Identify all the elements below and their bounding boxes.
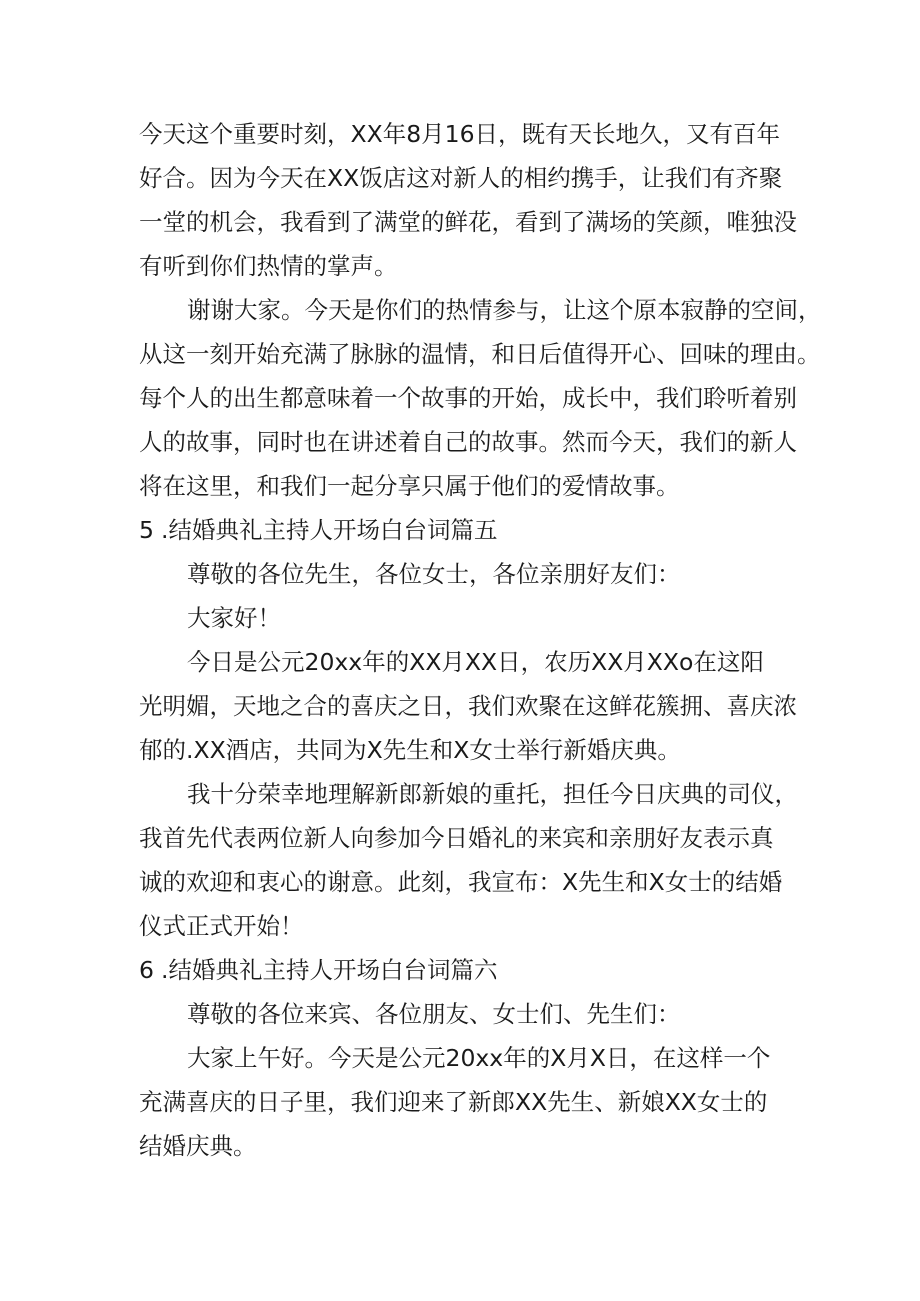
paragraph (139, 288, 822, 508)
paragraph-line: 我首先代表两位新人向参加今日婚礼的来宾和亲朋好友表示真 (139, 824, 774, 852)
section-number: 6 (139, 956, 154, 984)
paragraph-line: 尊敬的各位先生，各位女士，各位亲朋好友们： (187, 560, 681, 588)
paragraph (139, 112, 797, 288)
paragraph-line: 仪式正式开始！ (139, 912, 304, 940)
paragraph (139, 596, 789, 640)
paragraph (139, 640, 797, 772)
section-title: .结婚典礼主持人开场白台词篇六 (161, 956, 498, 984)
paragraph-line: 大家好！ (187, 604, 281, 632)
section-title: .结婚典礼主持人开场白台词篇五 (161, 516, 498, 544)
section-heading (139, 948, 789, 992)
paragraph-line: 有听到你们热情的掌声。 (139, 252, 398, 280)
paragraph-line: 今日是公元20xx年的XX月XX日，农历XX月XXo在这阳 (187, 648, 764, 676)
paragraph-line: 人的故事，同时也在讲述着自己的故事。然而今天，我们的新人 (139, 428, 797, 456)
paragraph-line: 大家上午好。今天是公元20xx年的X月X日，在这样一个 (187, 1044, 771, 1072)
paragraph-line: 好合。因为今天在XX饭店这对新人的相约携手，让我们有齐聚 (139, 164, 783, 192)
paragraph-line: 今天这个重要时刻，XX年8月16日，既有天长地久，又有百年 (139, 120, 781, 148)
paragraph-line: 每个人的出生都意味着一个故事的开始，成长中，我们聆听着别 (139, 384, 797, 412)
section-heading (139, 508, 789, 552)
paragraph-line: 充满喜庆的日子里，我们迎来了新郎XX先生、新娘XX女士的 (139, 1088, 768, 1116)
paragraph-line: 我十分荣幸地理解新郎新娘的重托，担任今日庆典的司仪， (187, 780, 798, 808)
paragraph (139, 772, 798, 948)
paragraph-line: 一堂的机会，我看到了满堂的鲜花，看到了满场的笑颜，唯独没 (139, 208, 797, 236)
paragraph-line: 将在这里，和我们一起分享只属于他们的爱情故事。 (139, 472, 680, 500)
paragraph-line: 谢谢大家。今天是你们的热情参与，让这个原本寂静的空间， (187, 296, 822, 324)
section-number: 5 (139, 516, 154, 544)
paragraph-line: 郁的.XX酒店，共同为X先生和X女士举行新婚庆典。 (139, 736, 681, 764)
paragraph-line: 光明媚，天地之合的喜庆之日，我们欢聚在这鲜花簇拥、喜庆浓 (139, 692, 797, 720)
paragraph-line: 从这一刻开始充满了脉脉的温情，和日后值得开心、回味的理由。 (139, 340, 821, 368)
paragraph (139, 552, 789, 596)
paragraph-line: 尊敬的各位来宾、各位朋友、女士们、先生们： (187, 1000, 681, 1028)
paragraph (139, 1036, 789, 1168)
document-body (139, 112, 822, 1168)
paragraph-line: 结婚庆典。 (139, 1132, 257, 1160)
paragraph-line: 诚的欢迎和衷心的谢意。此刻，我宣布：X先生和X女士的结婚 (139, 868, 783, 896)
paragraph (139, 992, 789, 1036)
